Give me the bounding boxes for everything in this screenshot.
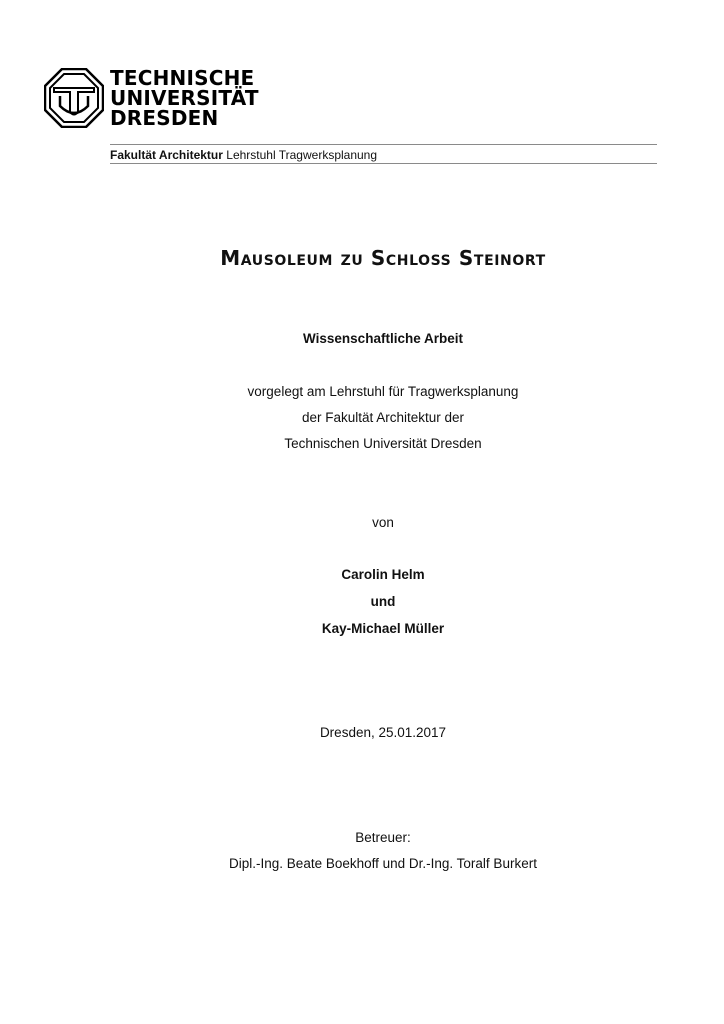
submission-line-1: vorgelegt am Lehrstuhl für Tragwerksplanung xyxy=(247,384,519,399)
author-conjunction: und xyxy=(370,594,396,609)
submission-line-2: der Fakultät Architektur der xyxy=(301,410,465,425)
author-1: Carolin Helm xyxy=(341,567,425,582)
submission-line-3: Technischen Universität Dresden xyxy=(284,436,482,451)
faculty-line xyxy=(110,148,377,162)
place-date: Dresden, 25.01.2017 xyxy=(319,725,447,740)
by-label: von xyxy=(372,515,394,530)
university-logo xyxy=(44,66,259,130)
header-rule-bottom xyxy=(110,163,657,164)
header-rule-top xyxy=(110,144,657,145)
tu-dresden-logo-icon xyxy=(44,68,104,128)
advisors-names: Dipl.-Ing. Beate Boekhoff und Dr.-Ing. Toralf Burkert xyxy=(229,856,537,871)
logo-line-3: DRESDEN xyxy=(110,106,219,130)
document-title: Mausoleum zu Schloss Steinort xyxy=(220,246,546,270)
faculty-name: Fakultät Architektur xyxy=(110,148,223,162)
logo-line-2: UNIVERSITÄT xyxy=(110,86,259,110)
logo-wordmark xyxy=(110,68,259,128)
logo-line-1: TECHNISCHE xyxy=(110,66,255,90)
advisors-label: Betreuer: xyxy=(355,830,411,845)
chair-name: Lehrstuhl Tragwerksplanung xyxy=(226,148,378,162)
author-2: Kay-Michael Müller xyxy=(321,621,445,636)
work-type: Wissenschaftliche Arbeit xyxy=(303,331,463,346)
